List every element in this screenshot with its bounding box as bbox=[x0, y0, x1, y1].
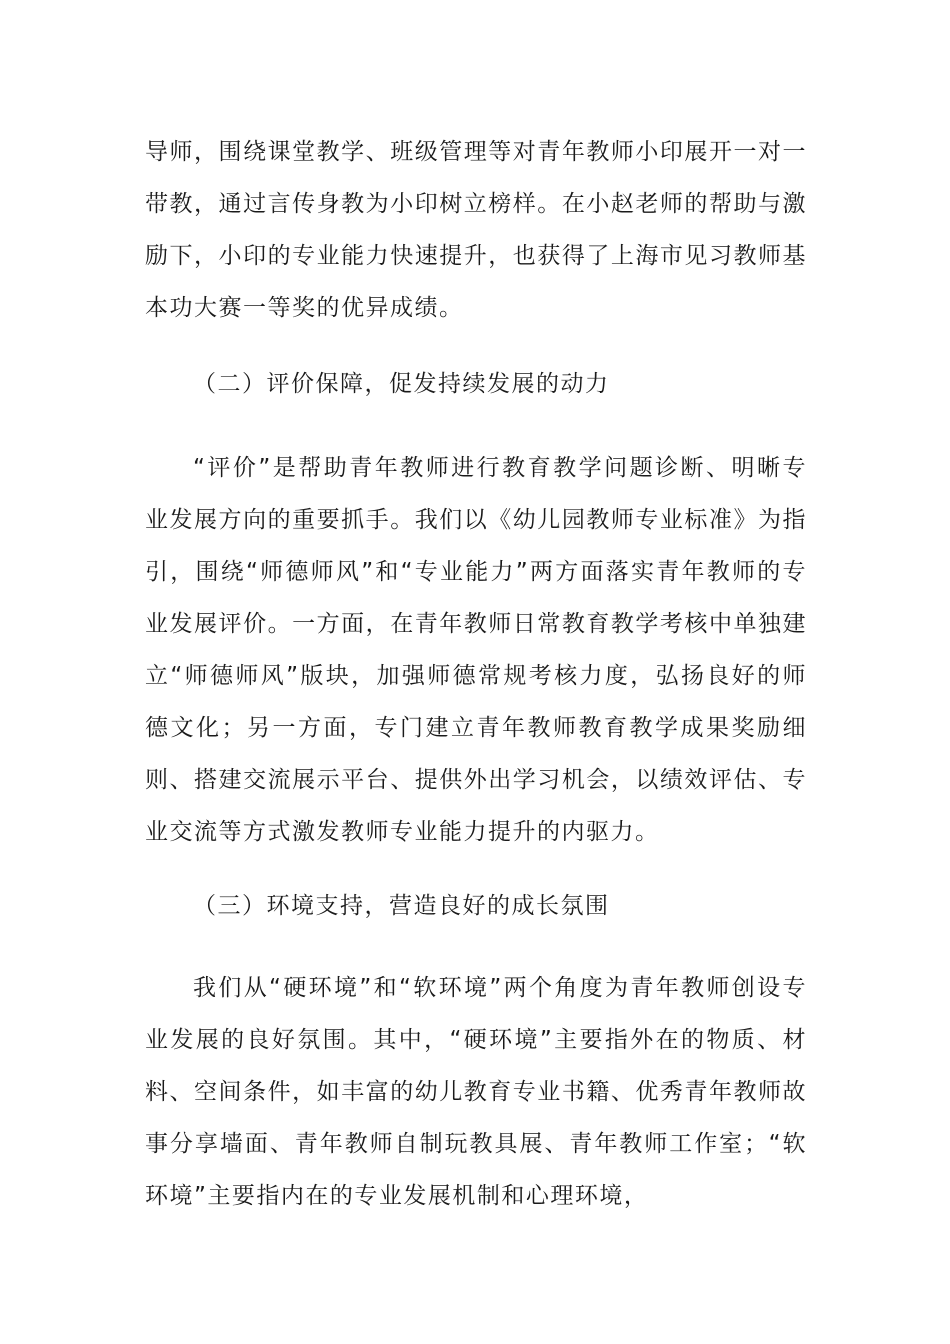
section-heading-2: （二）评价保障，促发持续发展的动力 bbox=[193, 371, 610, 397]
paragraph-environment: 我们从“硬环境”和“软环境”两个角度为青年教师创设专业发展的良好氛围。其中，“硬环境”主要指外在的物质、材料、空间条件，如丰富的幼儿教育专业书籍、优秀青年教师故事分享墙面、青年教师自制玩教具展、青年教师工作室；“软环境”主要指内在的专业发展机制和心理环境， bbox=[145, 975, 807, 1209]
paragraph-continued: 导师，围绕课堂教学、班级管理等对青年教师小印展开一对一带教，通过言传身教为小印树立榜样。在小赵老师的帮助与激励下，小印的专业能力快速提升，也获得了上海市见习教师基本功大赛一等奖的优异成绩。 bbox=[145, 139, 807, 321]
section-heading-3: （三）环境支持，营造良好的成长氛围 bbox=[193, 893, 610, 919]
paragraph-evaluation: “评价”是帮助青年教师进行教育教学问题诊断、明晰专业发展方向的重要抓手。我们以《幼儿园教师专业标准》为指引，围绕“师德师风”和“专业能力”两方面落实青年教师的专业发展评价。一方面，在青年教师日常教育教学考核中单独建立“师德师风”版块，加强师德常规考核力度，弘扬良好的师德文化；另一方面，专门建立青年教师教育教学成果奖励细则、搭建交流展示平台、提供外出学习机会，以绩效评估、专业交流等方式激发教师专业能力提升的内驱力。 bbox=[145, 455, 807, 845]
